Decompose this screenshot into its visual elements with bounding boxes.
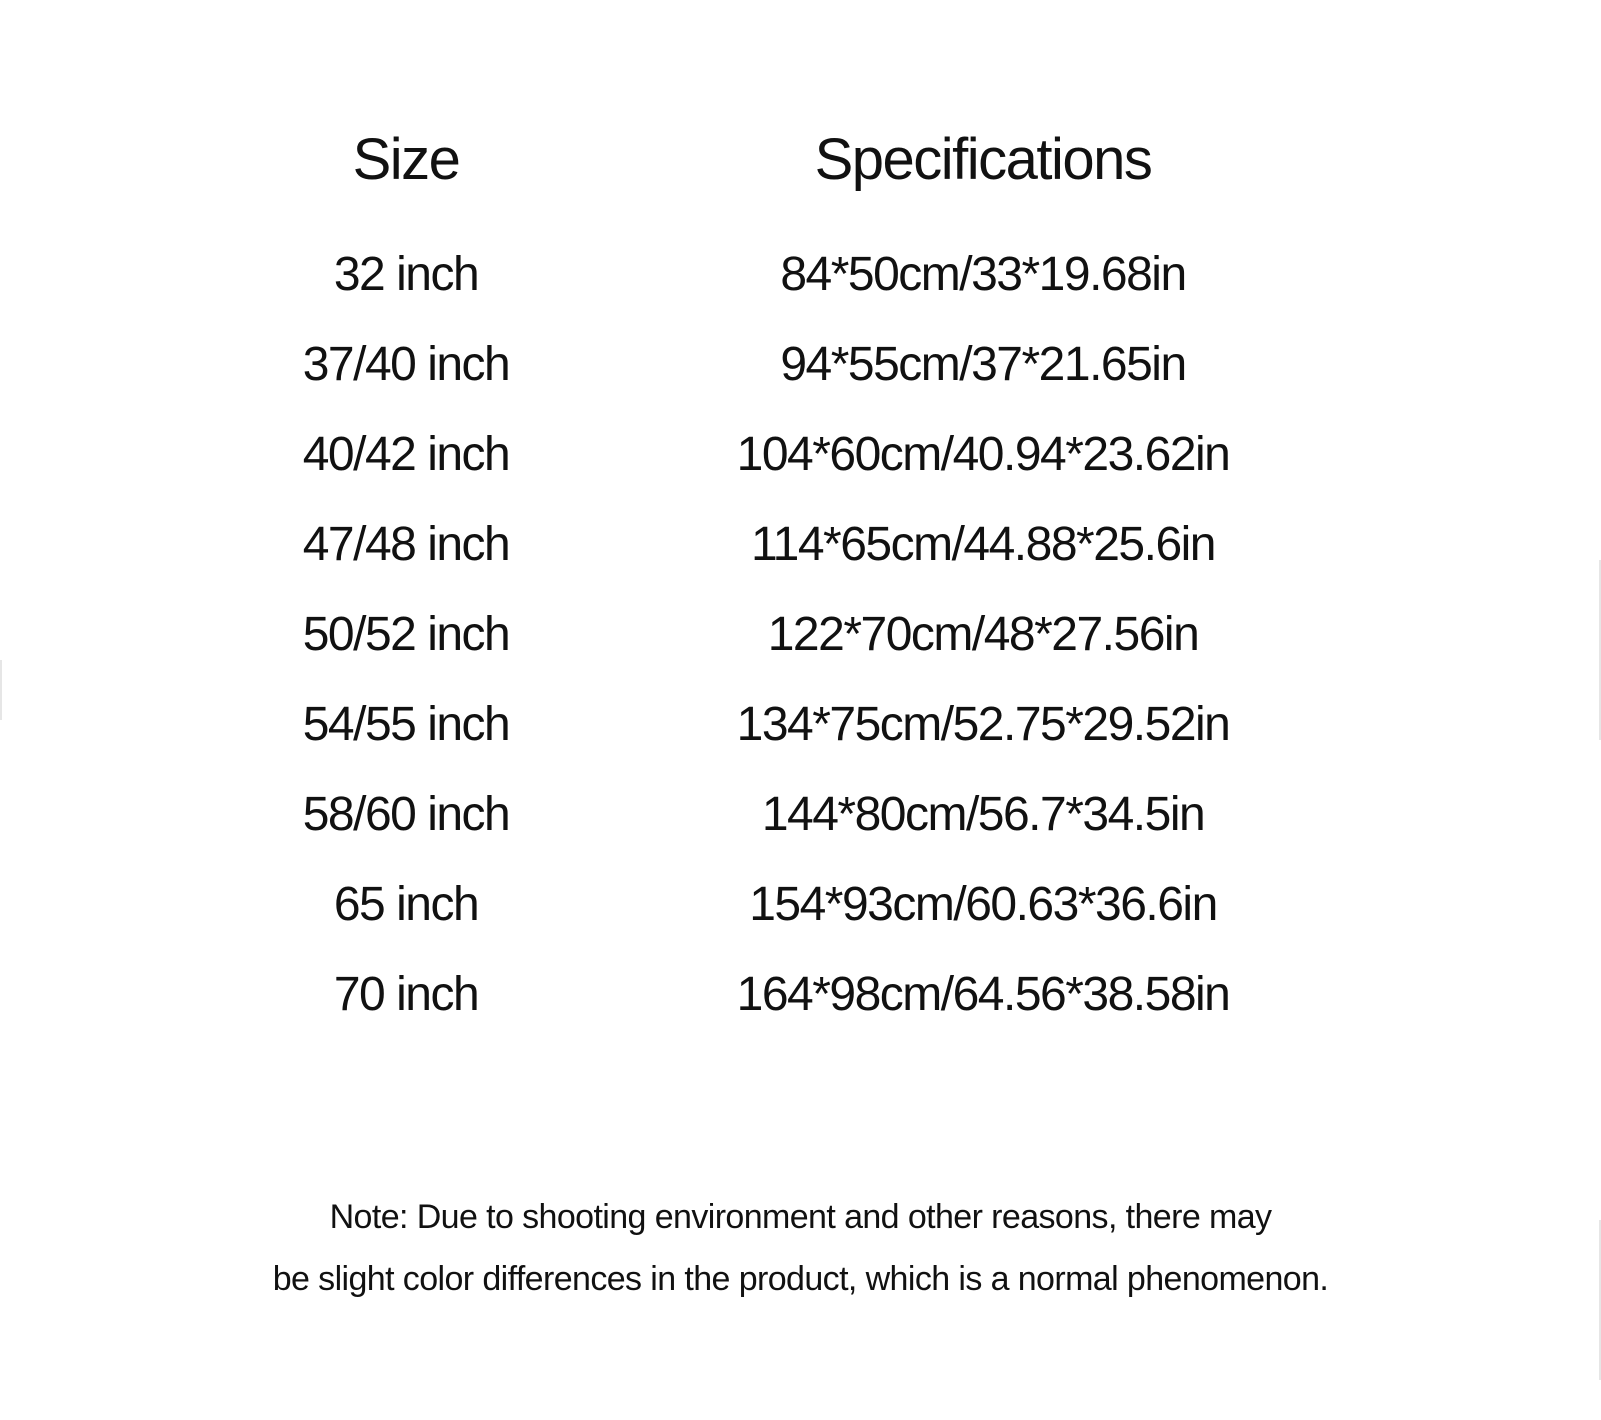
spec-cell: 134*75cm/52.75*29.52in (736, 698, 1230, 751)
size-cell: 40/42 inch (302, 428, 510, 481)
table-row (0, 680, 1601, 770)
left-edge-mark (0, 660, 2, 720)
size-cell: 37/40 inch (302, 338, 510, 391)
table-row (0, 860, 1601, 950)
spec-cell: 164*98cm/64.56*38.58in (736, 968, 1230, 1021)
spec-cell: 94*55cm/37*21.65in (780, 338, 1186, 391)
table-row (0, 320, 1601, 410)
table-row (0, 950, 1601, 1040)
spec-cell: 122*70cm/48*27.56in (767, 608, 1199, 661)
note-line-1: Note: Due to shooting environment and other reasons, there may (329, 1198, 1272, 1236)
table-row (0, 230, 1601, 320)
spec-cell: 84*50cm/33*19.68in (780, 248, 1186, 301)
size-cell: 50/52 inch (302, 608, 510, 661)
size-cell: 47/48 inch (302, 518, 510, 571)
size-cell: 54/55 inch (302, 698, 510, 751)
table-row (0, 770, 1601, 860)
size-cell: 70 inch (333, 968, 479, 1021)
spec-cell: 114*65cm/44.88*25.6in (751, 518, 1215, 571)
spec-cell: 144*80cm/56.7*34.5in (761, 788, 1205, 841)
header-size: Size (352, 127, 460, 192)
spec-cell: 154*93cm/60.63*36.6in (749, 878, 1217, 931)
note-line-2: be slight color differences in the product, which is a normal phenomenon. (272, 1260, 1329, 1298)
header-specifications: Specifications (814, 127, 1152, 192)
table-row (0, 590, 1601, 680)
size-cell: 32 inch (333, 248, 479, 301)
size-cell: 65 inch (333, 878, 479, 931)
spec-cell: 104*60cm/40.94*23.62in (736, 428, 1230, 481)
size-cell: 58/60 inch (302, 788, 510, 841)
table-row (0, 410, 1601, 500)
table-header-row (0, 115, 1601, 205)
table-row (0, 500, 1601, 590)
